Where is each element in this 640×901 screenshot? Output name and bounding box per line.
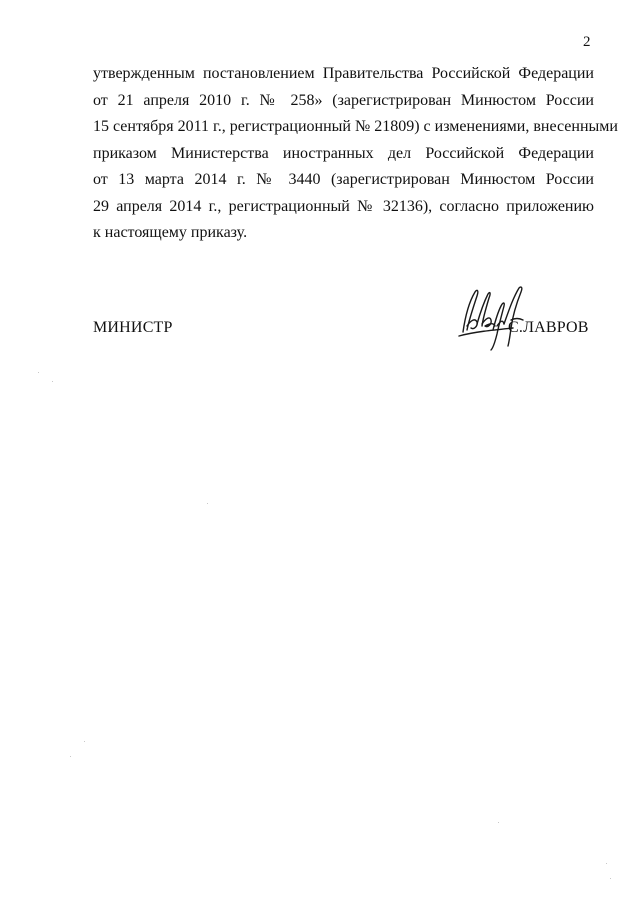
signer-position: МИНИСТР	[93, 319, 173, 336]
scan-speck	[610, 878, 611, 879]
signature-block	[93, 280, 594, 360]
body-line: 29 апреля 2014 г., регистрационный № 32136), согласно приложению	[93, 197, 594, 215]
body-paragraph	[93, 61, 618, 247]
scan-speck	[38, 372, 39, 373]
body-line: от 21 апреля 2010 г. № 258» (зарегистрирован Минюстом России	[93, 91, 594, 109]
page-number: 2	[583, 34, 591, 50]
handwritten-signature-icon	[453, 280, 533, 352]
scan-speck	[498, 822, 499, 823]
body-line: от 13 марта 2014 г. № 3440 (зарегистрирован Минюстом России	[93, 171, 594, 188]
scan-speck	[52, 381, 53, 382]
signer-name: С.ЛАВРОВ	[508, 319, 589, 336]
body-line: к настоящему приказу.	[93, 224, 248, 241]
scan-speck	[606, 863, 607, 864]
scan-speck	[84, 741, 85, 742]
scan-speck	[70, 756, 71, 757]
body-line: приказом Министерства иностранных дел Российской Федерации	[93, 144, 594, 162]
body-line: утвержденным постановлением Правительства Российской Федерации	[93, 65, 594, 82]
body-line: 15 сентября 2011 г., регистрационный № 21809) с изменениями, внесенными	[93, 118, 618, 135]
scan-speck	[207, 503, 208, 504]
